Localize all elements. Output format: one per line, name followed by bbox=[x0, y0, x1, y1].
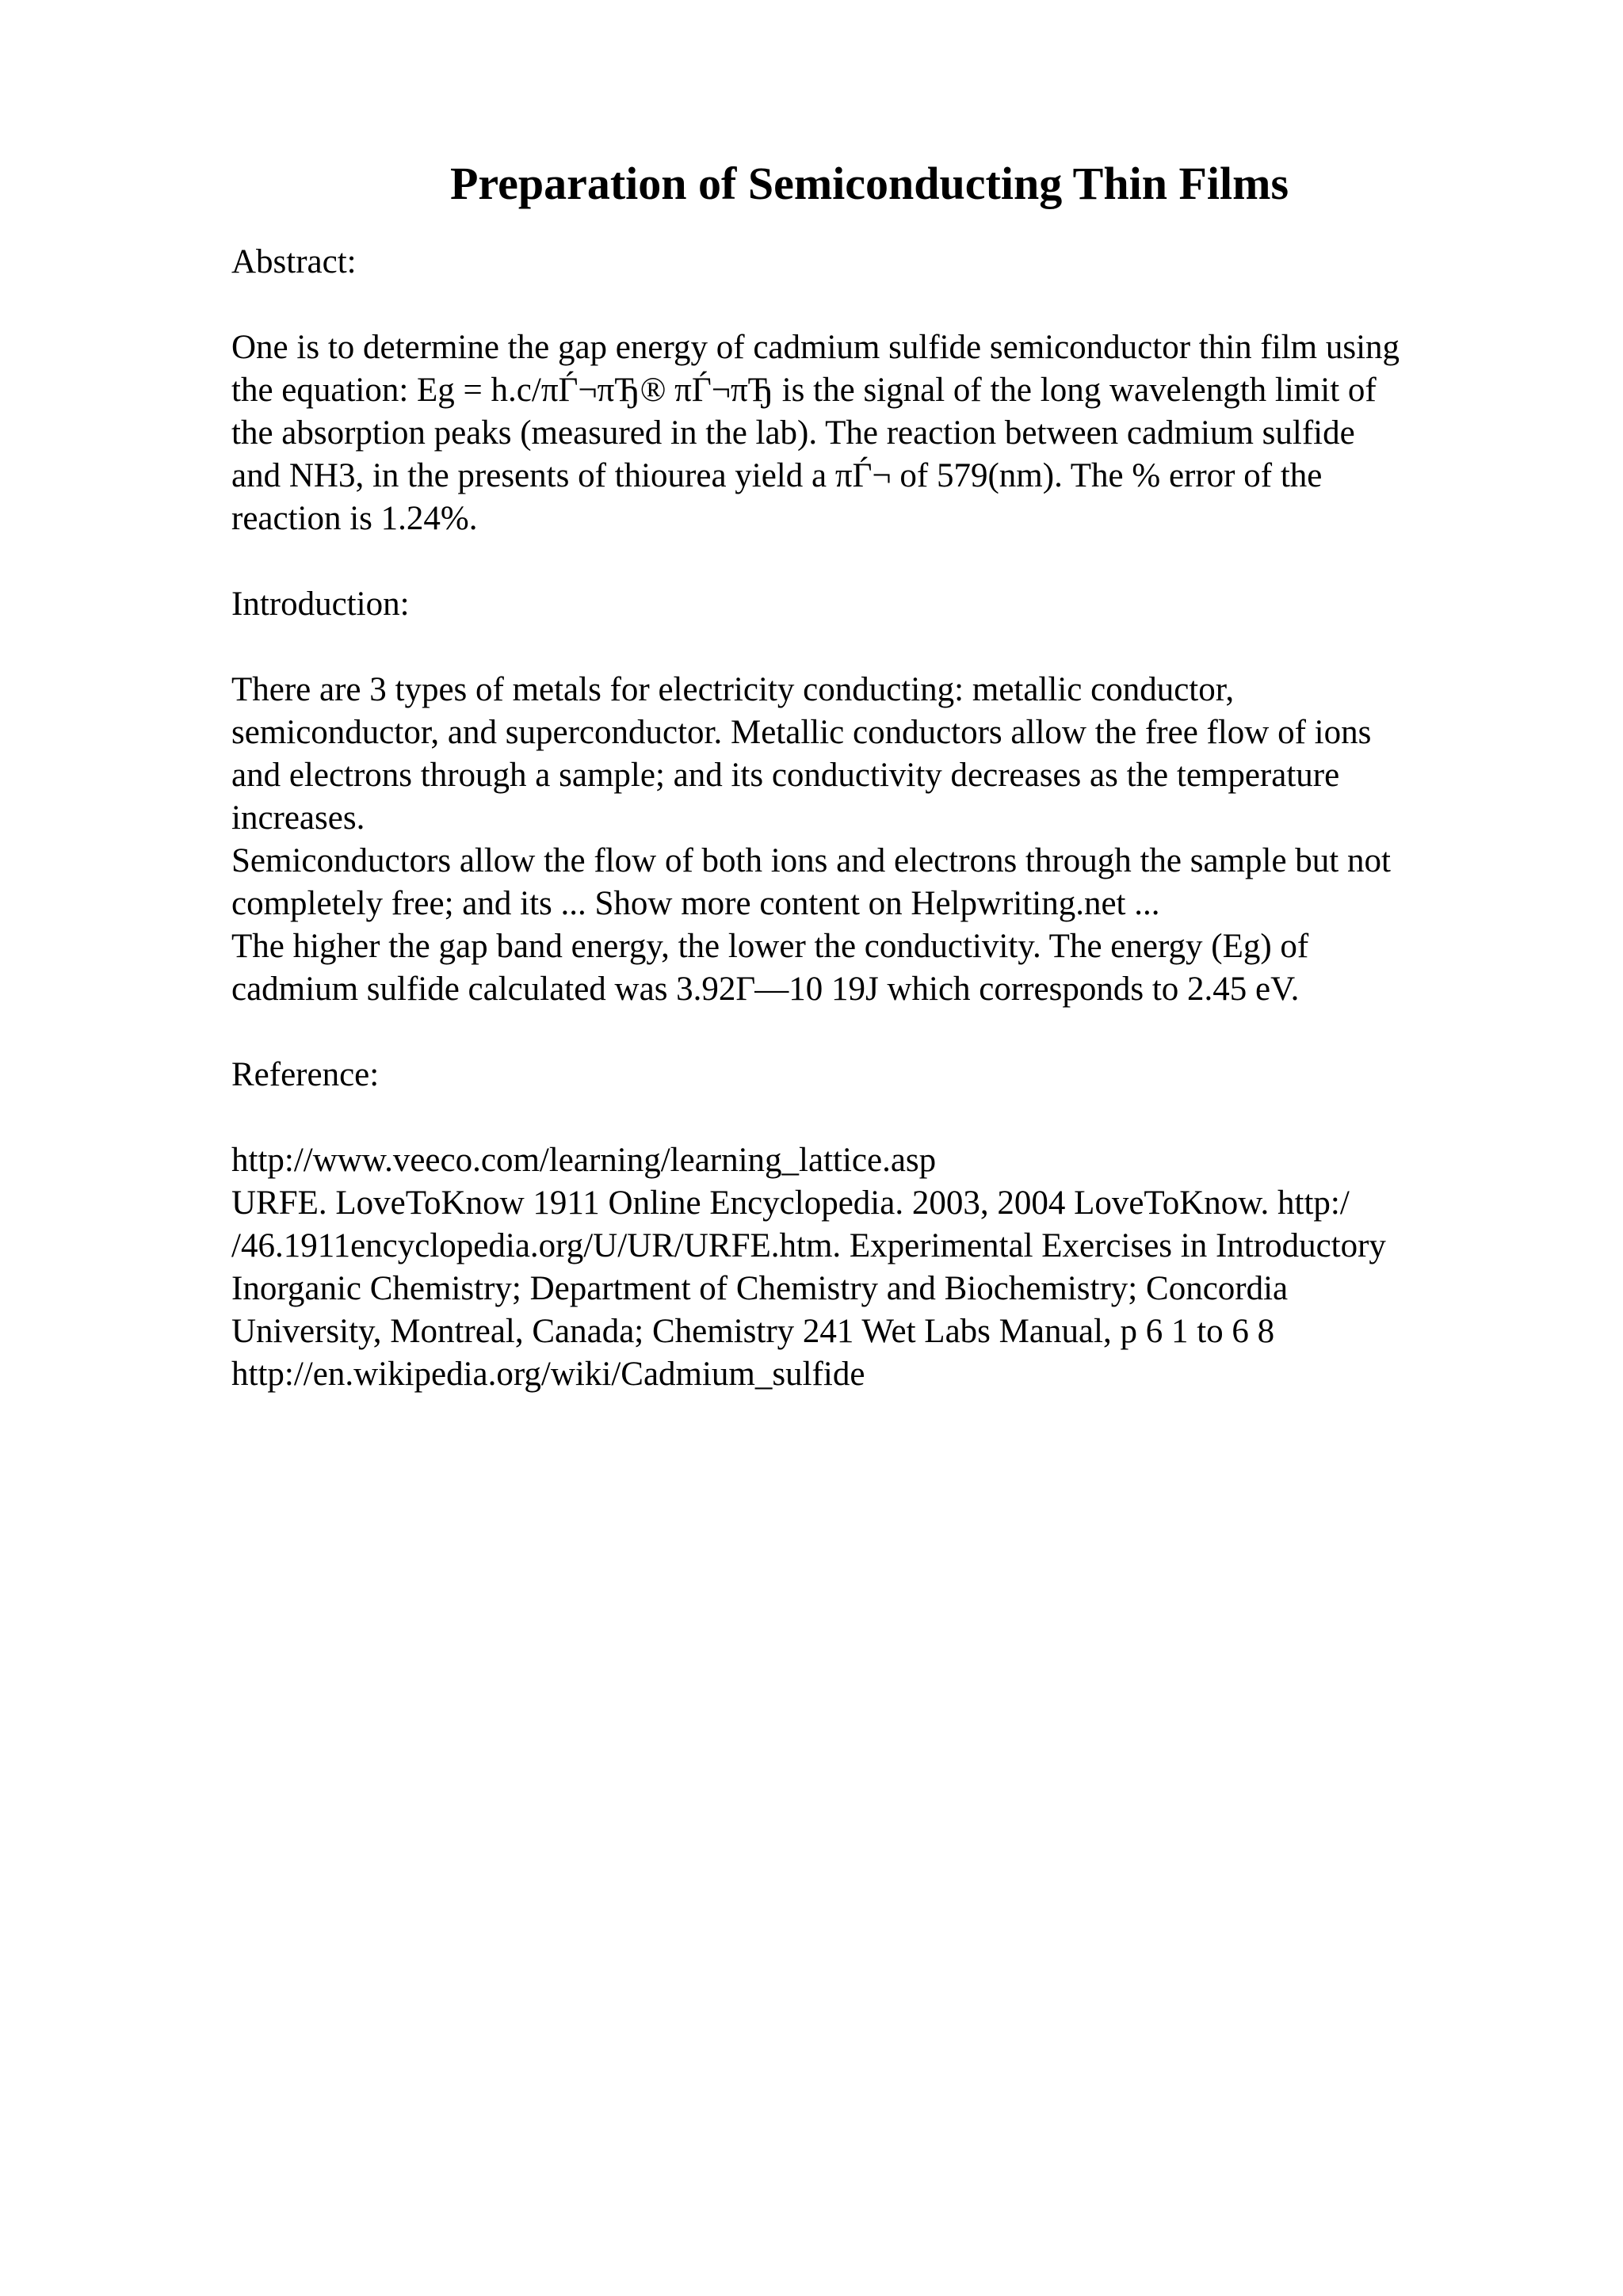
abstract-line: One is to determine the gap energy of cadmium sulfide semiconductor thin film using bbox=[231, 329, 1400, 366]
document-title: Preparation of Semiconducting Thin Films bbox=[449, 158, 1289, 209]
document-content bbox=[231, 155, 1563, 1396]
abstract-heading: Abstract: bbox=[231, 243, 357, 280]
introduction-heading: Introduction: bbox=[231, 585, 410, 623]
reference-line: http://en.wikipedia.org/wiki/Cadmium_sulfide bbox=[231, 1356, 865, 1393]
reference-line: http://www.veeco.com/learning/learning_lattice.asp bbox=[231, 1142, 937, 1179]
reference-section bbox=[231, 1054, 1563, 1396]
introduction-line: There are 3 types of metals for electricity conducting: metallic conductor, bbox=[231, 671, 1235, 708]
abstract-line: the absorption peaks (measured in the lab). The reaction between cadmium sulfide bbox=[231, 414, 1355, 452]
introduction-paragraph bbox=[231, 669, 1563, 1011]
abstract-section bbox=[231, 241, 1563, 540]
abstract-paragraph bbox=[231, 326, 1563, 540]
reference-line: URFE. LoveToKnow 1911 Online Encyclopedia. 2003, 2004 LoveToKnow. http:/ bbox=[231, 1184, 1350, 1222]
introduction-line: and electrons through a sample; and its conductivity decreases as the temperature bbox=[231, 757, 1340, 794]
reference-list bbox=[231, 1139, 1563, 1396]
abstract-line: reaction is 1.24%. bbox=[231, 500, 478, 537]
introduction-line: cadmium sulfide calculated was 3.92Г—10 19J which corresponds to 2.45 eV. bbox=[231, 971, 1300, 1008]
introduction-line: Semiconductors allow the flow of both ions and electrons through the sample but not bbox=[231, 842, 1391, 879]
reference-heading: Reference: bbox=[231, 1056, 380, 1093]
introduction-section bbox=[231, 583, 1563, 1011]
introduction-line: completely free; and its ... Show more content on Helpwriting.net ... bbox=[231, 885, 1160, 922]
reference-line: /46.1911encyclopedia.org/U/UR/URFE.htm. Experimental Exercises in Introductory bbox=[231, 1227, 1386, 1264]
reference-line: University, Montreal, Canada; Chemistry 241 Wet Labs Manual, p 6 1 to 6 8 bbox=[231, 1313, 1275, 1350]
abstract-line: the equation: Eg = h.c/πЃ¬πЂ® πЃ¬πЂ is the signal of the long wavelength limit of bbox=[231, 372, 1377, 409]
introduction-line: The higher the gap band energy, the lower the conductivity. The energy (Eg) of bbox=[231, 928, 1309, 965]
introduction-line: increases. bbox=[231, 799, 365, 837]
abstract-line: and NH3, in the presents of thiourea yield a πЃ¬ of 579(nm). The % error of the bbox=[231, 457, 1323, 494]
reference-line: Inorganic Chemistry; Department of Chemistry and Biochemistry; Concordia bbox=[231, 1270, 1289, 1307]
introduction-line: semiconductor, and superconductor. Metallic conductors allow the free flow of ions bbox=[231, 714, 1372, 751]
